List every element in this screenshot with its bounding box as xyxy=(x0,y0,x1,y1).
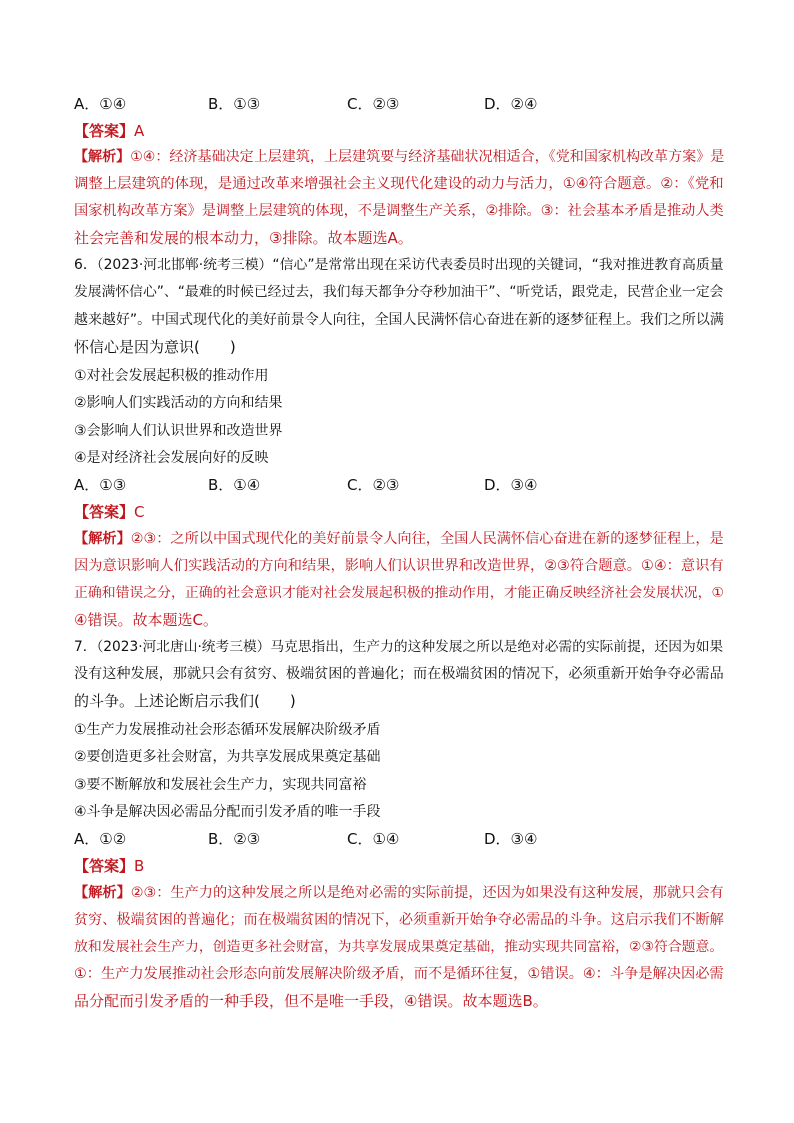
q6-option-b: B．①④ xyxy=(208,476,261,494)
q6-option-d: D．③④ xyxy=(484,476,538,494)
q6-analysis-line-3: 正确和错误之分，正确的社会意识才能对社会发展起积极的推动作用，才能正确反映经济社会发展状况，① xyxy=(74,585,724,601)
q7-analysis-line-1: 【解析】②③：生产力的这种发展之所以是绝对必需的实际前提，还因为如果没有这种发展，那就只会有 xyxy=(74,885,724,901)
q5-analysis-line-4: 社会完善和发展的根本动力，③排除。故本题选A。 xyxy=(74,229,413,247)
answer-value: B xyxy=(134,857,145,875)
answer-tag: 【答案】 xyxy=(74,122,135,140)
q7-analysis-line-2: 贫穷、极端贫困的普遍化；而在极端贫困的情况下，必须重新开始争夺必需品的斗争。这启示我们不断解 xyxy=(74,912,724,928)
analysis-tag: 【解析】 xyxy=(74,885,131,901)
q5-answer xyxy=(74,121,144,141)
q5-analysis-line-1: 【解析】①④：经济基础决定上层建筑，上层建筑要与经济基础状况相适合，《党和国家机构改革方案》是 xyxy=(74,149,725,165)
q5-option-c: C．②③ xyxy=(347,95,400,113)
q7-item-1: ①生产力发展推动社会形态循环发展解决阶级矛盾 xyxy=(74,722,381,738)
q7-stem-line-3: 的斗争。上述论断启示我们( ) xyxy=(74,692,296,710)
q5-analysis-line-2: 调整上层建筑的体现，是通过改革来增强社会主义现代化建设的动力与活力，①④符合题意。②：《党和 xyxy=(74,176,724,192)
q7-item-4: ④斗争是解决因必需品分配而引发矛盾的唯一手段 xyxy=(74,804,381,820)
q7-answer xyxy=(74,856,144,876)
q6-stem-line-4: 怀信心是因为意识( ) xyxy=(74,338,236,356)
q7-option-b: B．②③ xyxy=(208,830,261,848)
answer-tag: 【答案】 xyxy=(74,857,135,875)
q7-analysis-line-5: 品分配而引发矛盾的一种手段，但不是唯一手段，④错误。故本题选B。 xyxy=(74,992,548,1010)
q6-stem-line-3: 越来越好”。中国式现代化的美好前景令人向往，全国人民满怀信心奋进在新的逐梦征程上。我们之所以满 xyxy=(74,312,724,328)
q7-item-3: ③要不断解放和发展社会生产力，实现共同富裕 xyxy=(74,777,367,793)
q6-analysis-line-1: 【解析】②③：之所以中国式现代化的美好前景令人向往，全国人民满怀信心奋进在新的逐梦征程上，是 xyxy=(74,531,724,547)
q6-option-a: A．①③ xyxy=(74,476,127,494)
q6-answer xyxy=(74,502,145,522)
q7-option-d: D．③④ xyxy=(484,830,538,848)
q5-analysis-line-3: 国家机构改革方案》是调整上层建筑的体现，不是调整生产关系，②排除。③：社会基本矛盾是推动人类 xyxy=(74,203,724,219)
q7-stem-line-1: 7．（2023·河北唐山·统考三模）马克思指出，生产力的这种发展之所以是绝对必需的实际前提，还因为如果 xyxy=(74,639,724,655)
answer-tag: 【答案】 xyxy=(74,503,135,521)
q7-option-a: A．①② xyxy=(74,830,127,848)
q6-item-3: ③会影响人们认识世界和改造世界 xyxy=(74,423,283,439)
q6-analysis-line-2: 因为意识影响人们实践活动的方向和结果，影响人们认识世界和改造世界，②③符合题意。①④：意识有 xyxy=(74,558,724,574)
q6-item-4: ④是对经济社会发展向好的反映 xyxy=(74,450,269,466)
answer-value: A xyxy=(134,122,145,140)
q5-option-b: B．①③ xyxy=(208,95,261,113)
q6-stem-line-1: 6．（2023·河北邯郸·统考三模）“信心”是常常出现在采访代表委员时出现的关键词，“我对推进教育高质量 xyxy=(74,257,724,273)
answer-value: C xyxy=(134,503,145,521)
q6-stem-line-2: 发展满怀信心”、“最难的时候已经过去，我们每天都争分夺秒加油干”、“听党话，跟党走，民营企业一定会 xyxy=(74,284,724,300)
q7-analysis-line-4: ①：生产力发展推动社会形态向前发展解决阶级矛盾，而不是循环往复，①错误。④：斗争是解决因必需 xyxy=(74,966,724,982)
analysis-tag: 【解析】 xyxy=(74,531,131,547)
q6-item-2: ②影响人们实践活动的方向和结果 xyxy=(74,395,283,411)
q7-option-c: C．①④ xyxy=(347,830,400,848)
q6-item-1: ①对社会发展起积极的推动作用 xyxy=(74,368,269,384)
q5-option-a: A．①④ xyxy=(74,95,127,113)
analysis-tag: 【解析】 xyxy=(74,149,131,165)
q6-analysis-line-4: ④错误。故本题选C。 xyxy=(74,611,218,629)
q6-option-c: C．②③ xyxy=(347,476,400,494)
q7-stem-line-2: 没有这种发展，那就只会有贫穷、极端贫困的普遍化；而在极端贫困的情况下，必须重新开始争夺必需品 xyxy=(74,666,724,682)
q7-analysis-line-3: 放和发展社会生产力，创造更多社会财富，为共享发展成果奠定基础，推动实现共同富裕，②③符合题意。 xyxy=(74,939,724,955)
q7-item-2: ②要创造更多社会财富，为共享发展成果奠定基础 xyxy=(74,749,381,765)
q5-option-d: D．②④ xyxy=(484,95,538,113)
